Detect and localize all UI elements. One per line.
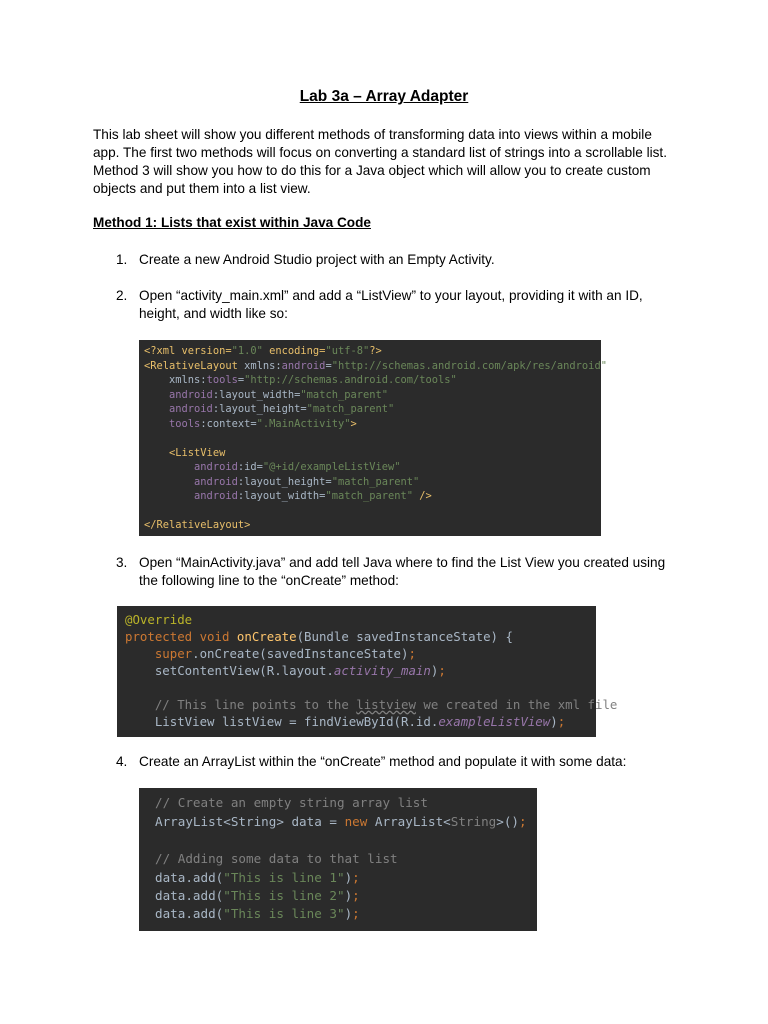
step-number: 3. xyxy=(116,555,128,570)
code-line: ListView listView = findViewById(R.id.exampleListView); xyxy=(125,714,566,729)
intro-paragraph: This lab sheet will show you different methods of transforming data into views within a mobile app. The first two methods will focus on converting a standard list of strings into a scrollable list. Method 3 will show you how to do this for a Java object which will allow you to create custom objects and put them into a list view. xyxy=(93,127,667,196)
code-line: tools:context=".MainActivity"> xyxy=(144,418,357,430)
code-line: android:layout_height="match_parent" xyxy=(144,403,395,415)
code-line: android:layout_width="match_parent" /> xyxy=(144,490,432,502)
code-line: ArrayList<String> data = new ArrayList<String>(); xyxy=(155,814,527,829)
code-line: setContentView(R.layout.activity_main); xyxy=(125,663,446,678)
code-line: <?xml version="1.0" encoding="utf-8"?> xyxy=(144,345,382,357)
java-arraylist-code-block xyxy=(139,788,537,931)
code-line: super.onCreate(savedInstanceState); xyxy=(125,646,416,661)
code-line: data.add("This is line 3"); xyxy=(155,906,360,921)
code-line: @Override xyxy=(125,612,193,627)
code-line: </RelativeLayout> xyxy=(144,519,251,531)
code-line: android:layout_width="match_parent" xyxy=(144,389,389,401)
code-line: // Adding some data to that list xyxy=(155,851,398,866)
java-oncreate-code-block xyxy=(117,606,618,737)
step-text: Create an ArrayList within the “onCreate” method and populate it with some data: xyxy=(139,754,627,769)
code-line: android:layout_height="match_parent" xyxy=(144,476,420,488)
step-number: 2. xyxy=(116,288,128,303)
step-number: 4. xyxy=(116,754,128,769)
step-text: Open “activity_main.xml” and add a “ListView” to your layout, providing it with an ID, height, and width like so: xyxy=(139,288,643,321)
step-text: Create a new Android Studio project with an Empty Activity. xyxy=(139,252,495,267)
code-line: xmlns:tools="http://schemas.android.com/tools" xyxy=(144,374,457,386)
code-line: data.add("This is line 1"); xyxy=(155,870,360,885)
method-1-heading: Method 1: Lists that exist within Java Code xyxy=(93,215,371,230)
code-line: data.add("This is line 2"); xyxy=(155,888,360,903)
step-number: 1. xyxy=(116,252,128,267)
code-line: // Create an empty string array list xyxy=(155,795,428,810)
code-line: <RelativeLayout xmlns:android="http://schemas.android.com/apk/res/android" xyxy=(144,360,607,372)
xml-code-block xyxy=(139,340,607,536)
code-line: android:id="@+id/exampleListView" xyxy=(144,461,401,473)
code-line: <ListView xyxy=(144,447,226,459)
code-line: // This line points to the listview we created in the xml file xyxy=(125,697,618,712)
page-title: Lab 3a – Array Adapter xyxy=(299,88,469,105)
code-line: protected void onCreate(Bundle savedInstanceState) { xyxy=(125,629,513,644)
step-text: Open “MainActivity.java” and add tell Java where to find the List View you created using the following line to the “onCreate” method: xyxy=(139,555,666,588)
